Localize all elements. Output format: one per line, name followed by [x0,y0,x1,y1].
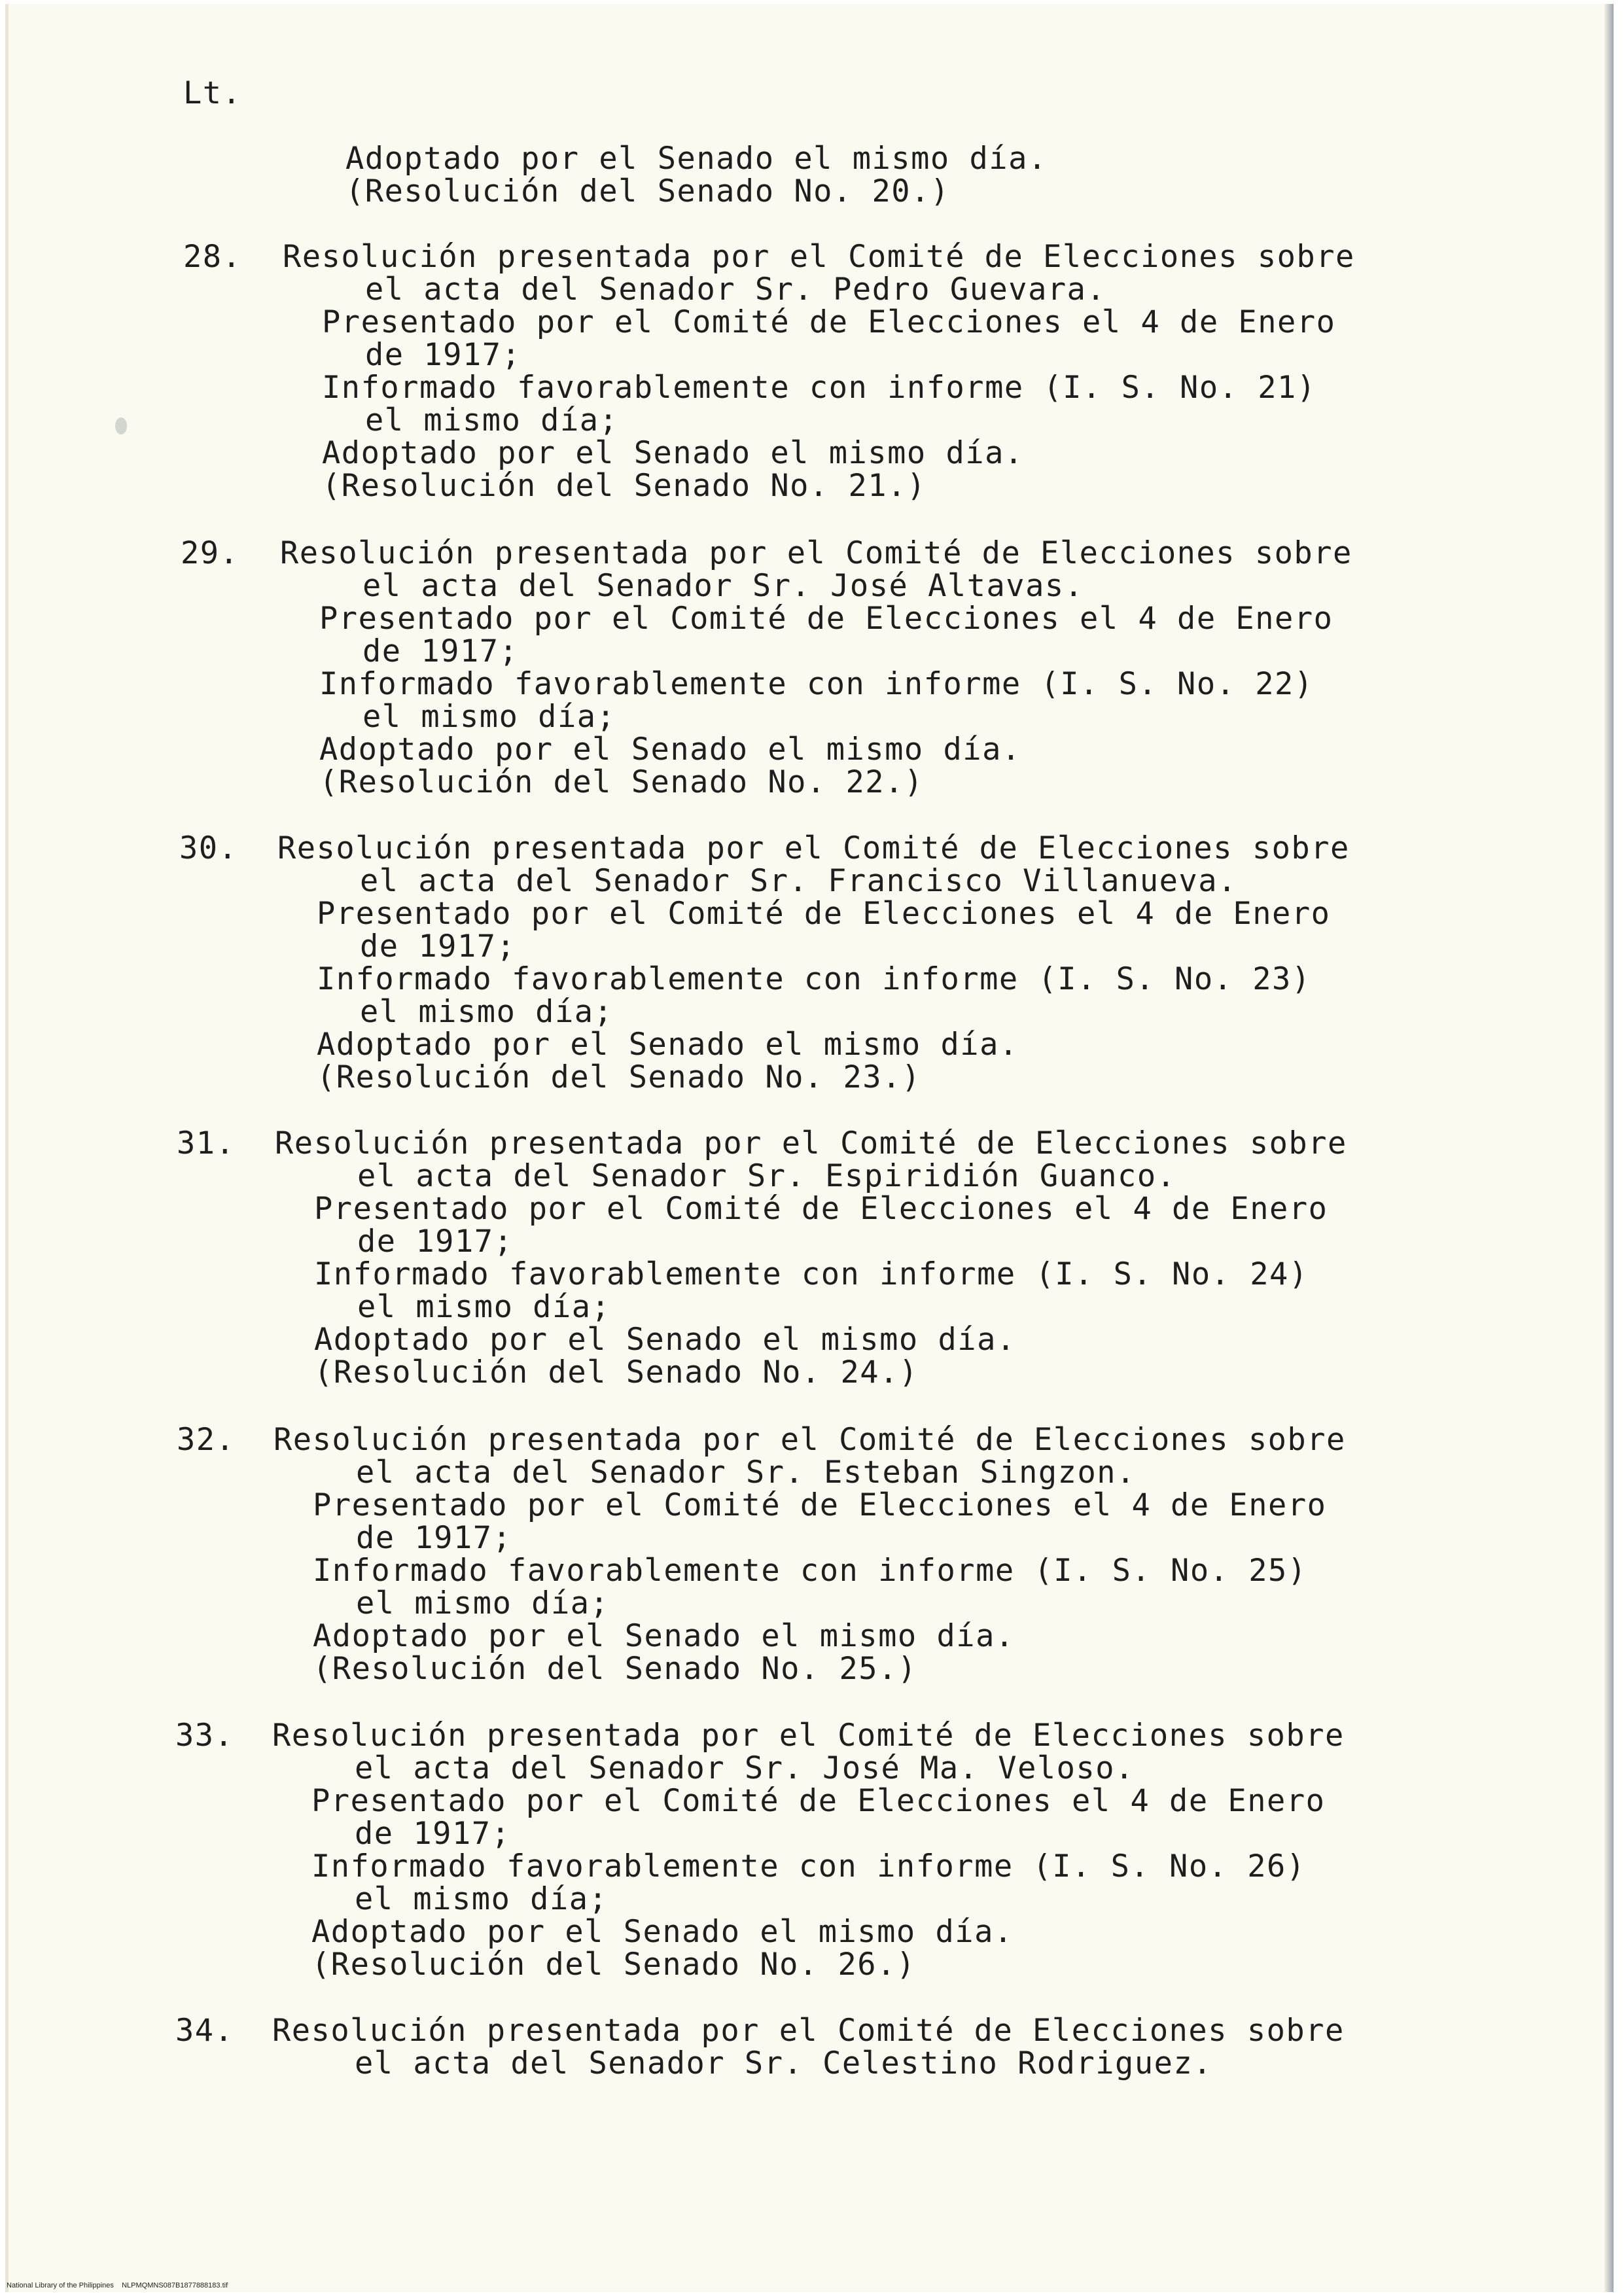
entry-number: 32. [177,1422,236,1458]
entry-line: de 1917; [356,1520,512,1556]
entry-line: Informado favorablemente con informe (I. S. No. 25) [313,1553,1307,1589]
entry-line: el acta del Senador Sr. Francisco Villanueva. [360,863,1237,899]
entry-number: 30. [179,830,238,866]
entry-line: el mismo día; [355,1881,609,1917]
entry-line: Resolución presentada por el Comité de Elecciones sobre [275,1125,1347,1161]
entry-line: de 1917; [365,337,521,373]
entry-line: (Resolución del Senado No. 22.) [319,764,924,800]
entry-line: el mismo día; [356,1585,610,1621]
entry-number: 34. [175,2013,234,2049]
entry-line: el acta del Senador Sr. Esteban Singzon. [356,1455,1136,1491]
entry-number: 31. [177,1125,236,1161]
entry-line: Presentado por el Comité de Elecciones el 4 de Enero [311,1783,1326,1819]
entry-line: (Resolución del Senado No. 21.) [322,468,927,504]
entry-line: Informado favorablemente con informe (I. S. No. 22) [319,666,1314,702]
entry-line: (Resolución del Senado No. 24.) [314,1354,919,1390]
entry-line: el acta del Senador Sr. Espiridión Guanco. [357,1158,1176,1194]
document-page [5,4,1614,2292]
intro-resolution-line: (Resolución del Senado No. 20.) [345,173,950,209]
entry-line: Resolución presentada por el Comité de Elecciones sobre [272,2013,1345,2049]
entry-line: el acta del Senador Sr. Celestino Rodriguez. [355,2045,1213,2081]
entry-line: el mismo día; [365,402,619,438]
entry-line: Informado favorablemente con informe (I. S. No. 24) [314,1256,1309,1292]
entry-line: el mismo día; [362,699,616,735]
entry-line: Adoptado por el Senado el mismo día. [322,435,1024,471]
entry-line: Resolución presentada por el Comité de Elecciones sobre [283,239,1355,275]
entry-line: de 1917; [362,633,519,669]
entry-line: de 1917; [357,1224,514,1260]
entry-line: Adoptado por el Senado el mismo día. [319,732,1021,768]
page-left-edge [5,4,9,2292]
entry-line: el acta del Senador Sr. José Altavas. [362,568,1084,604]
entry-line: Informado favorablemente con informe (I. S. No. 23) [317,961,1311,997]
page-right-edge [1604,4,1614,2292]
entry-number: 33. [175,1718,234,1754]
entry-line: (Resolución del Senado No. 23.) [317,1059,921,1095]
entry-line: (Resolución del Senado No. 25.) [313,1651,917,1687]
entry-line: Resolución presentada por el Comité de Elecciones sobre [274,1422,1346,1458]
entry-line: Presentado por el Comité de Elecciones el 4 de Enero [314,1191,1328,1227]
intro-adopted-line: Adoptado por el Senado el mismo día. [345,141,1048,177]
entry-line: el acta del Senador Sr. Pedro Guevara. [365,272,1106,308]
entry-line: Informado favorablemente con informe (I. S. No. 26) [311,1848,1306,1884]
entry-number: 29. [181,535,239,571]
entry-line: Informado favorablemente con informe (I. S. No. 21) [322,370,1316,406]
entry-line: Presentado por el Comité de Elecciones el 4 de Enero [319,601,1333,637]
entry-line: Adoptado por el Senado el mismo día. [313,1618,1015,1654]
entry-line: el mismo día; [360,994,614,1030]
entry-line: de 1917; [360,928,516,964]
entry-line: Resolución presentada por el Comité de Elecciones sobre [280,535,1352,571]
entry-number: 28. [183,239,242,275]
entry-line: Resolución presentada por el Comité de Elecciones sobre [272,1718,1345,1754]
entry-line: (Resolución del Senado No. 26.) [311,1947,916,1983]
entry-line: de 1917; [355,1816,511,1852]
header-initials: Lt. [183,75,242,111]
entry-line: Presentado por el Comité de Elecciones el 4 de Enero [313,1487,1327,1523]
entry-line: Adoptado por el Senado el mismo día. [311,1914,1014,1950]
entry-line: Resolución presentada por el Comité de Elecciones sobre [277,830,1350,866]
entry-line: el mismo día; [357,1289,611,1325]
entry-line: Presentado por el Comité de Elecciones el 4 de Enero [322,304,1336,340]
entry-line: Presentado por el Comité de Elecciones el 4 de Enero [317,896,1331,932]
entry-line: Adoptado por el Senado el mismo día. [317,1027,1019,1063]
entry-line: Adoptado por el Senado el mismo día. [314,1322,1016,1358]
paper-smudge [115,417,127,434]
entry-line: el acta del Senador Sr. José Ma. Veloso. [355,1750,1135,1786]
footer-source-caption: National Library of the Philippines NLPMQMNS087B1877888183.tif [7,2282,228,2289]
